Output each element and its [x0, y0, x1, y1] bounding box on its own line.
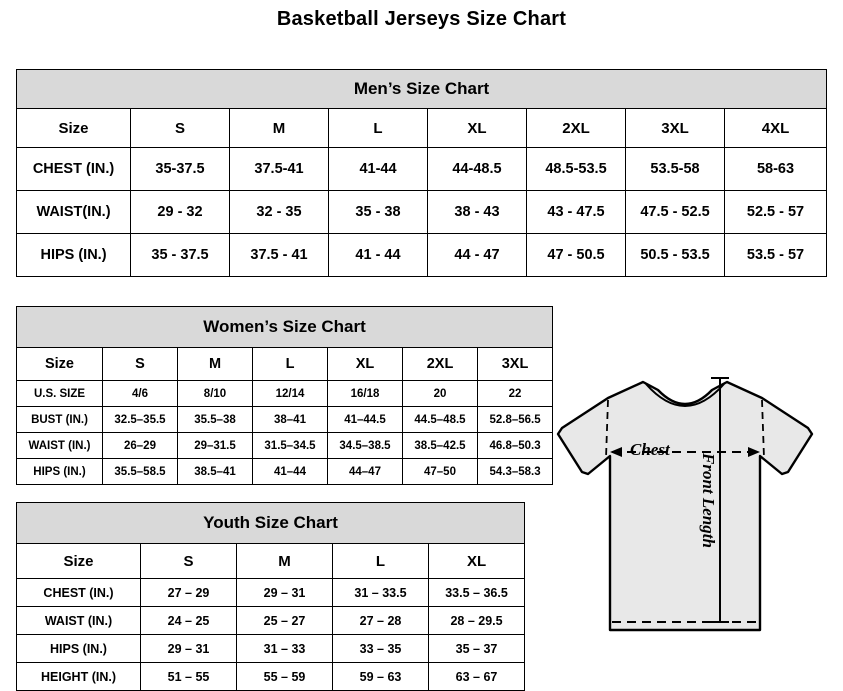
mens-cell: 50.5 - 53.5	[626, 234, 725, 277]
chest-measure-label: Chest	[630, 440, 670, 459]
mens-row-label: WAIST(IN.)	[17, 191, 131, 234]
mens-cell: 32 - 35	[230, 191, 329, 234]
womens-row-label: BUST (IN.)	[17, 407, 103, 433]
mens-cell: 52.5 - 57	[725, 191, 827, 234]
womens-cell: 46.8–50.3	[478, 433, 553, 459]
womens-cell: 22	[478, 381, 553, 407]
table-row	[17, 635, 525, 663]
youth-cell: 33.5 – 36.5	[429, 579, 525, 607]
youth-cell: 29 – 31	[141, 635, 237, 663]
womens-cell: 41–44.5	[328, 407, 403, 433]
youth-row-label: HEIGHT (IN.)	[17, 663, 141, 691]
youth-size-chart-table	[16, 502, 525, 691]
womens-cell: 4/6	[103, 381, 178, 407]
table-row	[17, 607, 525, 635]
mens-col-header: XL	[428, 109, 527, 148]
womens-cell: 8/10	[178, 381, 253, 407]
womens-col-header: 2XL	[403, 348, 478, 381]
youth-cell: 33 – 35	[333, 635, 429, 663]
youth-cell: 29 – 31	[237, 579, 333, 607]
table-row	[17, 407, 553, 433]
table-row	[17, 191, 827, 234]
youth-cell: 35 – 37	[429, 635, 525, 663]
youth-cell: 25 – 27	[237, 607, 333, 635]
youth-row-label: CHEST (IN.)	[17, 579, 141, 607]
womens-cell: 35.5–58.5	[103, 459, 178, 485]
womens-chart-caption-row	[17, 307, 553, 348]
womens-cell: 31.5–34.5	[253, 433, 328, 459]
womens-row-label: HIPS (IN.)	[17, 459, 103, 485]
mens-cell: 35-37.5	[131, 148, 230, 191]
womens-cell: 38.5–41	[178, 459, 253, 485]
mens-cell: 35 - 37.5	[131, 234, 230, 277]
womens-row-label: U.S. SIZE	[17, 381, 103, 407]
womens-cell: 52.8–56.5	[478, 407, 553, 433]
mens-col-header: L	[329, 109, 428, 148]
youth-cell: 63 – 67	[429, 663, 525, 691]
youth-row-label: HIPS (IN.)	[17, 635, 141, 663]
mens-row-label: HIPS (IN.)	[17, 234, 131, 277]
youth-chart-caption-row	[17, 503, 525, 544]
womens-col-header: 3XL	[478, 348, 553, 381]
mens-col-header: 3XL	[626, 109, 725, 148]
womens-cell: 34.5–38.5	[328, 433, 403, 459]
mens-cell: 37.5-41	[230, 148, 329, 191]
table-row	[17, 381, 553, 407]
womens-cell: 29–31.5	[178, 433, 253, 459]
table-row	[17, 459, 553, 485]
mens-col-header: S	[131, 109, 230, 148]
mens-col-header: 2XL	[527, 109, 626, 148]
shirt-measurement-diagram	[548, 360, 838, 680]
mens-cell: 53.5 - 57	[725, 234, 827, 277]
mens-cell: 58-63	[725, 148, 827, 191]
youth-cell: 31 – 33.5	[333, 579, 429, 607]
womens-chart-caption: Women’s Size Chart	[17, 307, 553, 348]
womens-col-header: M	[178, 348, 253, 381]
womens-cell: 38–41	[253, 407, 328, 433]
womens-size-chart-table	[16, 306, 553, 485]
youth-cell: 27 – 29	[141, 579, 237, 607]
womens-cell: 47–50	[403, 459, 478, 485]
table-row	[17, 579, 525, 607]
mens-cell: 41-44	[329, 148, 428, 191]
youth-cell: 31 – 33	[237, 635, 333, 663]
mens-chart-caption-row	[17, 70, 827, 109]
youth-header-row	[17, 544, 525, 579]
mens-col-header: M	[230, 109, 329, 148]
youth-col-header: S	[141, 544, 237, 579]
mens-cell: 35 - 38	[329, 191, 428, 234]
mens-cell: 29 - 32	[131, 191, 230, 234]
womens-cell: 20	[403, 381, 478, 407]
mens-cell: 44-48.5	[428, 148, 527, 191]
youth-cell: 59 – 63	[333, 663, 429, 691]
mens-cell: 43 - 47.5	[527, 191, 626, 234]
womens-cell: 35.5–38	[178, 407, 253, 433]
shirt-outline	[558, 382, 812, 630]
womens-row-label: WAIST (IN.)	[17, 433, 103, 459]
womens-col-header: S	[103, 348, 178, 381]
mens-header-row	[17, 109, 827, 148]
mens-chart-caption: Men’s Size Chart	[17, 70, 827, 109]
womens-col-header: XL	[328, 348, 403, 381]
youth-col-header: M	[237, 544, 333, 579]
youth-col-header: Size	[17, 544, 141, 579]
womens-col-header: L	[253, 348, 328, 381]
youth-cell: 28 – 29.5	[429, 607, 525, 635]
youth-cell: 55 – 59	[237, 663, 333, 691]
womens-cell: 54.3–58.3	[478, 459, 553, 485]
table-row	[17, 234, 827, 277]
mens-cell: 41 - 44	[329, 234, 428, 277]
mens-cell: 44 - 47	[428, 234, 527, 277]
youth-col-header: XL	[429, 544, 525, 579]
table-row	[17, 433, 553, 459]
youth-cell: 51 – 55	[141, 663, 237, 691]
mens-size-chart-table	[16, 69, 827, 277]
youth-col-header: L	[333, 544, 429, 579]
youth-chart-caption: Youth Size Chart	[17, 503, 525, 544]
mens-col-header: Size	[17, 109, 131, 148]
mens-cell: 47.5 - 52.5	[626, 191, 725, 234]
table-row	[17, 148, 827, 191]
womens-cell: 44.5–48.5	[403, 407, 478, 433]
womens-cell: 38.5–42.5	[403, 433, 478, 459]
womens-cell: 26–29	[103, 433, 178, 459]
womens-col-header: Size	[17, 348, 103, 381]
womens-cell: 16/18	[328, 381, 403, 407]
mens-cell: 53.5-58	[626, 148, 725, 191]
mens-col-header: 4XL	[725, 109, 827, 148]
mens-cell: 37.5 - 41	[230, 234, 329, 277]
womens-cell: 32.5–35.5	[103, 407, 178, 433]
womens-cell: 41–44	[253, 459, 328, 485]
table-row	[17, 663, 525, 691]
womens-cell: 12/14	[253, 381, 328, 407]
womens-cell: 44–47	[328, 459, 403, 485]
mens-cell: 48.5-53.5	[527, 148, 626, 191]
youth-row-label: WAIST (IN.)	[17, 607, 141, 635]
youth-cell: 24 – 25	[141, 607, 237, 635]
front-length-measure-label: Front Length	[699, 453, 718, 548]
youth-cell: 27 – 28	[333, 607, 429, 635]
mens-cell: 38 - 43	[428, 191, 527, 234]
page-title: Basketball Jerseys Size Chart	[276, 8, 567, 30]
mens-cell: 47 - 50.5	[527, 234, 626, 277]
mens-row-label: CHEST (IN.)	[17, 148, 131, 191]
womens-header-row	[17, 348, 553, 381]
